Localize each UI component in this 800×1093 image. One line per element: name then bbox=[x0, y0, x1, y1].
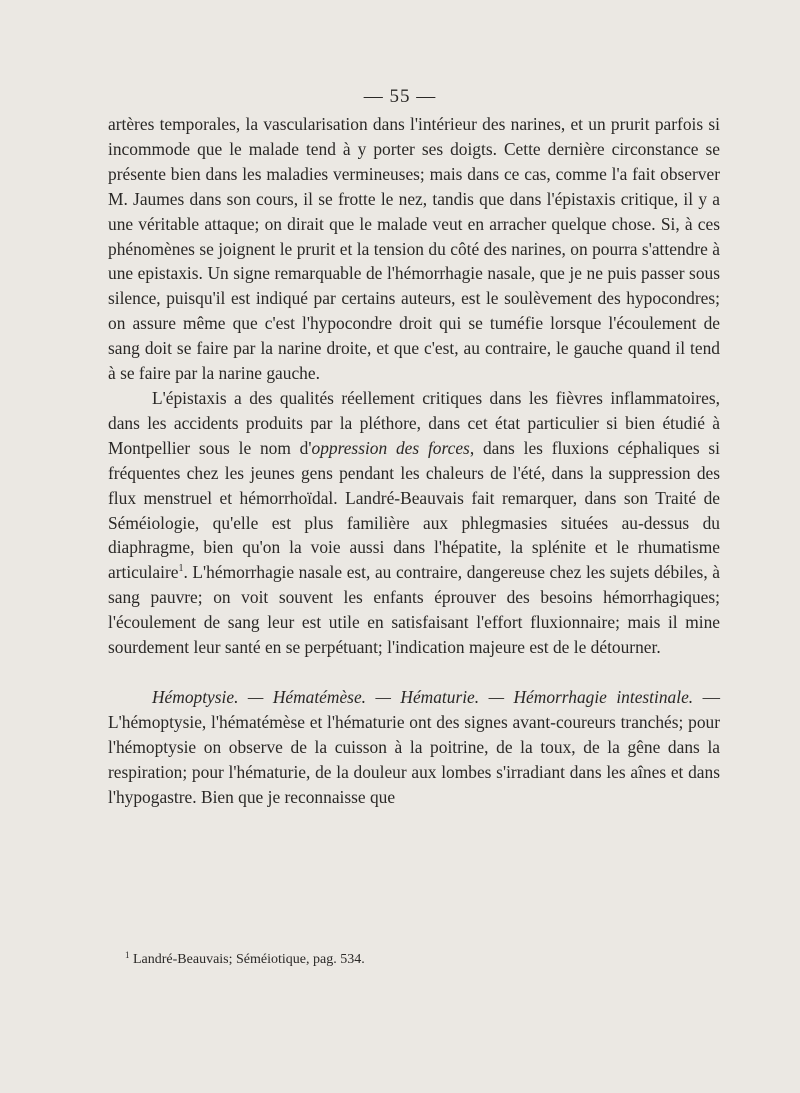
paragraph-3-text: L'hémoptysie, l'hématémèse et l'hématurie ont des signes avant-coureurs tranchés; pour l'hémoptysie on observe de la cuisson à la poitrine, de la toux, de la gêne dans la respiration; pour l'hématurie, de la douleur aux lombes s'irradiant dans les aînes et dans l'hypogastre. Bien que je reconnaisse que bbox=[108, 711, 720, 807]
page-number: — 55 — bbox=[363, 86, 437, 107]
paragraph-2-text-b: , dans les fluxions céphaliques si fréquentes chez les jeunes gens pendant les chaleurs de l'été, dans la suppression des flux menstruel et hémorrhoïdal. Landré-Beauvais fait remarquer, dans son Traité de Séméiologie, qu'elle est plus familière aux phlegmasies situées au-dessus du diaphragme, bien qu'on la voie aussi dans l'hépatite, la splénite et le rhumatisme articulaire bbox=[108, 437, 721, 583]
footnote-text: Landré-Beauvais; Séméiotique, pag. 534. bbox=[133, 952, 365, 967]
paragraph-1: artères temporales, la vascularisation dans l'intérieur des narines, et un prurit parfois si incommode que le malade tend à y porter ses doigts. Cette dernière circonstance se présente bien dans les maladies vermineuses; mais dans ce cas, comme l'a fait observer M. Jaumes dans son cours, il se frotte le nez, tandis que dans l'épistaxis critique, il y a une véritable attaque; on dirait que le malade veut en arracher quelque chose. Si, à ces phénomènes se joignent le prurit et la tension du côté des narines, on pourra s'attendre à une epistaxis. Un signe remarquable de l'hémorrhagie nasale, que je ne puis passer sous silence, puisqu'il est indiqué par certains auteurs, est le soulèvement des hypocondres; on assure même que c'est l'hypocondre droit qui se tuméfie lorsque l'écoulement de sang doit se faire par la narine droite, et que c'est, au contraire, le gauche quand il tend à se faire par la narine gauche. bbox=[108, 114, 720, 384]
paragraph-2-italic: oppression des forces bbox=[311, 437, 470, 458]
paragraph-2-text-a: L'épistaxis a des qualités réellement critiques dans les fièvres inflammatoires, dans les accidents produits par la pléthore, dans cet état particulier si bien étudié à Montpellier sous le nom d' bbox=[108, 387, 720, 458]
section-heading: Hémoptysie. — Hématémèse. — Hématurie. — Hémorrhagie intestinale. bbox=[152, 686, 694, 707]
footnote bbox=[125, 951, 685, 969]
paragraph-2-text-c: . L'hémorrhagie nasale est, au contraire, dangereuse chez les sujets débiles, à sang pauvre; on voit souvent les enfants éprouver des besoins hémorrhagiques; l'écoulement de sang leur est utile en satisfaisant l'effort fluxionnaire; mais il mine sourdement leur santé en se perpétuant; l'indication majeure est de le détourner. bbox=[108, 562, 720, 658]
body-text bbox=[108, 112, 720, 809]
paragraph-3 bbox=[108, 685, 720, 810]
footnote-reference: 1 bbox=[178, 563, 184, 575]
paragraph-2 bbox=[108, 386, 720, 660]
heading-dash: — bbox=[693, 686, 720, 707]
footnote-marker: 1 bbox=[125, 950, 130, 960]
